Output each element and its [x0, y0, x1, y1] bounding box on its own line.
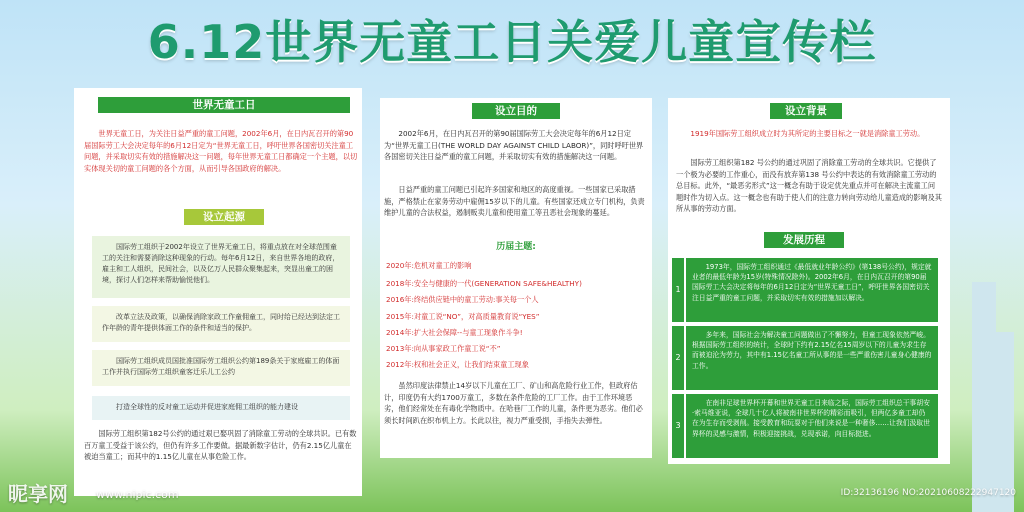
left-box-3: 国际劳工组织成员国批准国际劳工组织公约第189条关于家庭雇工的体面工作并执行国际劳工组织童客迁乐儿工公约 [92, 350, 350, 386]
timeline-text: 在南非足球世界杯开幕和世界无童工日来临之际，国际劳工组织总干事胡安·索马维亚说，全球几十亿人将被南非世界杯的精彩而吸引，但两亿多童工却仍在为生存而受剥削。接受教育和玩耍对于他们来说是一种奢侈……让我们汲取世界杯的灵感与激情，积极迎接挑战，兑现承诺，向目标挺进。 [686, 394, 938, 458]
timeline-row [672, 258, 938, 322]
right-header: 设立背景 [770, 103, 842, 119]
history-item: 2013年:向从事家政工作童工说“不” [386, 344, 501, 353]
middle-p2: 日益严重的童工问题已引起许多国家和地区的高度重视。一些国家已采取措施，严格禁止在家务劳动中雇佣15岁以下的儿童。有些国家还成立专门机构，负责维护儿童的合法权益，遏制贩卖儿童和使用童工等丑恶社会现象的蔓延。 [384, 185, 645, 217]
left-intro: 世界无童工日，为关注日益严重的童工问题，2002年6月，在日内瓦召开的第90届国际劳工大会决定每年的6月12日定为“世界无童工日，呼吁世界各国密切关注童工问题，并采取切实有效的措施解决这一问题，每年世界无童工日都确定一个主题，以切实体现关切的童工问题的各个方面，从而引导各国政府的解决。 [84, 129, 358, 173]
right-p1: 1919年国际劳工组织成立时为其所定的主要目标之一就是消除童工劳动。 [690, 129, 925, 138]
left-box-4: 打造全球性的反对童工运动并促进家庭佣工组织的能力建设 [92, 396, 350, 420]
timeline-row [672, 394, 938, 458]
left-header: 世界无童工日 [98, 97, 350, 113]
history-item: 2015年:对童工说“NO”，对高质量教育说“YES” [386, 312, 540, 321]
timeline-number: 1 [672, 258, 684, 322]
left-box-1: 国际劳工组织于2002年设立了世界无童工日，将重点放在对全球范围童工的关注和需要消除这种现象的行动。每年6月12日，来自世界各地的政府，雇主和工人组织，民间社会，以及亿万人民群众聚集起来，突显出童工的困境，探讨人们怎样来帮助愉悦他们。 [92, 236, 350, 298]
timeline-row [672, 326, 938, 390]
history-item: 2020年:危机对童工的影响 [386, 261, 472, 270]
middle-header: 设立目的 [472, 103, 560, 119]
history-title: 历届主题: [496, 242, 536, 252]
history-item: 2016年:终结供应链中的童工劳动:事关每一个人 [386, 295, 539, 304]
history-item: 2018年:安全与健康的一代(GENERATION SAFE&HEALTHY) [386, 279, 582, 288]
building-decoration [996, 332, 1014, 512]
right-sub-header: 发展历程 [764, 232, 844, 248]
history-item: 2012年:权和社会正义，让我们结束童工现象 [386, 360, 529, 369]
watermark-id: ID:32136196 NO:20210608222947120 [840, 488, 1016, 498]
right-p2: 国际劳工组织第182 号公约的通过巩固了消除童工劳动的全球共识。它提供了一个极为必要的工作重心，而没有放弃第138 号公约中表达的有效消除童工劳动的总目标。此外，“最恶劣形式”这一概念有助于设定优先重点并可在解决主流童工问题时作为切入点。这一概念也有助于使人们的注意力转向劳动给儿童造成的影响及其所从事的劳动方面。 [676, 158, 942, 213]
watermark-brand: 昵享网 [8, 482, 68, 506]
timeline-number: 2 [672, 326, 684, 390]
timeline-text: 多年来，国际社会为解决童工问题做出了不懈努力，但童工现象依然严峻。根据国际劳工组织的统计，全球时下约有2.15亿名15周岁以下的儿童为求生存而被迫沦为劳力，其中有1.15亿名童工所从事的是一些严重伤害儿童身心健康的工作。 [686, 326, 938, 390]
building-decoration [972, 282, 996, 512]
middle-p3: 虽然印度法律禁止14岁以下儿童在工厂、矿山和高危险行业工作，但政府估计，印度仍有大约1700万童工，多数在条件危险的工厂工作。由于工作环境恶劣，他们经常处在有毒化学物质中。在哈巷厂工作的儿童，条件更为恶劣。他们必须长时间趴在织布机上方。长此以往，视力严重受损，手指失去弹性。 [384, 381, 643, 425]
timeline-number: 3 [672, 394, 684, 458]
left-outro: 国际劳工组织第182号公约的通过艰已娶巩固了消除童工劳动的全球共识。已有数百万童工受益于该公约，但仍有许多工作要做。据最新数字估计，仍有2.15亿儿童在被迫当童工；而其中的1.15亿儿童在从事危险工作。 [84, 429, 357, 461]
watermark-url: www.nipic.com [96, 488, 179, 501]
page-title: 6.12世界无童工日关爱儿童宣传栏 [147, 15, 877, 69]
left-sub-header: 设立起源 [184, 209, 264, 225]
timeline-text: 1973年，国际劳工组织通过《最低就业年龄公约》(第138号公约)，规定就业者的最低年龄为15岁(特殊情况除外)。2002年6月，在日内瓦召开的第90届国际劳工大会决定将每年的6月12日定为“世界无童工日”，呼吁世界各国密切关注日益严重的童工问题，并采取切实有效的措施加以解决。 [686, 258, 938, 322]
history-item: 2014年:扩大社会保障--与童工现象作斗争! [386, 328, 523, 337]
left-box-2: 改革立法及政策，以确保消除家政工作童佣童工，同时给已经达到法定工作年龄的青年提供体面工作的条件和适当的保护。 [92, 306, 350, 342]
middle-p1: 2002年6月，在日内瓦召开的第90届国际劳工大会决定每年的6月12日定为“世界无童工日(THE WORLD DAY AGAINST CHILD LABOR)”，同时呼吁世界各国密切关注日益严重的童工问题，并采取切实有效的措施解决这一问题。 [384, 129, 644, 161]
